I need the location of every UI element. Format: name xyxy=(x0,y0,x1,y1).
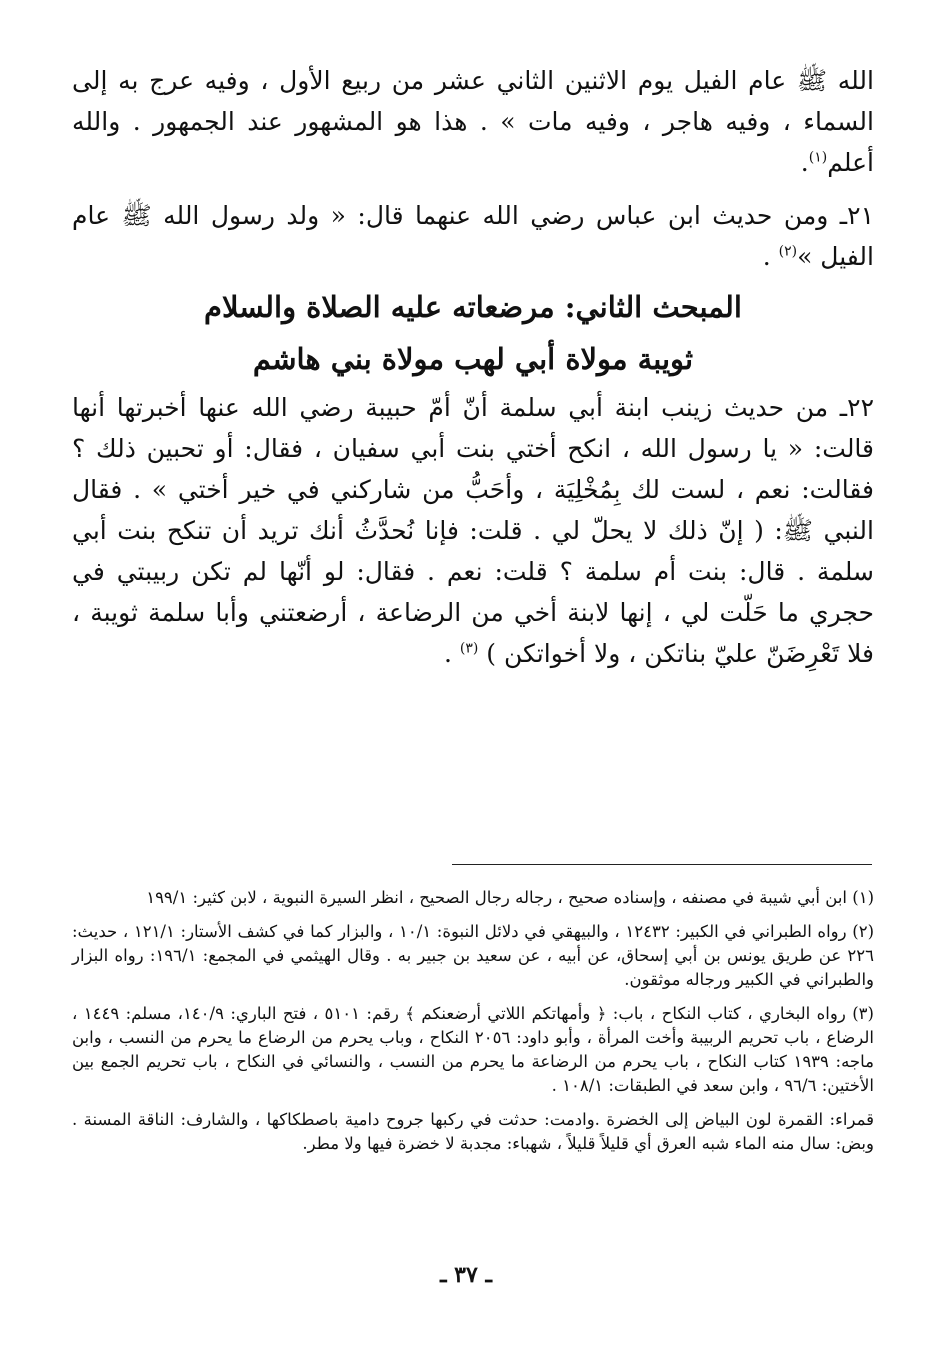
paragraph-birth: الله ﷺ عام الفيل يوم الاثنين الثاني عشر من ربيع الأول ، وفيه عرج به إلى السماء ، وفيه هاجر ، وفيه مات » . هذا هو المشهور عند الجمهور . والله أعلم$^{(١)}$. xyxy=(72,66,874,177)
footnote-ref: (٢) xyxy=(778,243,798,260)
subsection-title: ثويبة مولاة أبي لهب مولاة بني هاشم xyxy=(252,342,694,376)
paragraph-text: ٢٢ـ من حديث زينب ابنة أبي سلمة أنّ أمّ حبيبة رضي الله عنها أخبرتها أنها قالت: « يا رسول الله ، انكح أختي بنت أبي سفيان ، فقال: أو تحبين ذلك ؟ فقالت: نعم ، لست لك بِمُخْلِيَة ، وأحَبُّ من شاركني في خير أختي » . فقال النبي ﷺ: ( إنّ ذلك لا يحلّ لي . قلت: فإنا نُحدَّثُ أنك تريد أن تنكح بنت أبي سلمة . قال: بنت أم سلمة ؟ قلت: نعم . فقال: لو أنّها لم تكن ربيبتي في حجري ما حَلّت لي ، إنها لابنة أخي من الرضاعة ، أرضعتني وأبا سلمة ثويبة ، فلا تَعْرِضَنّ عليّ بناتكن ، ولا أخواتكن ) xyxy=(72,393,874,668)
section-title: المبحث الثاني: مرضعاته عليه الصلاة والسلام xyxy=(204,290,742,324)
footnote-3: (٣) رواه البخاري ، كتاب النكاح ، باب: ﴿ وأمهاتكم اللاتي أرضعنكم ﴾ رقم: ٥١٠١ ، فتح الباري: ١٤٠/٩، مسلم: ١٤٤٩ ، الرضاع ، باب تحريم الربيبة وأخت المرأة ، وأبو داود: ٢٠٥٦ النكاح ، وباب يحرم من الرضاع ما يحرم من النسب ، وابن ماجه: ١٩٣٩ كتاب النكاح ، باب يحرم من الرضاعة ما يحرم من النسب ، والنسائي في النكاح ، باب تحريم الجمع بين الأختين: ٩٦/٦ ، وابن سعد في الطبقات: ١٠٨/١ . xyxy=(72,1004,874,1095)
footnote-ref: (١) xyxy=(808,149,828,166)
footnote-ref: (٣) xyxy=(459,640,479,657)
paragraph-end: . xyxy=(762,242,779,271)
page-number: ـ ٣٧ ـ xyxy=(440,1262,492,1288)
paragraph-hadith-21 xyxy=(72,195,874,277)
footnote-divider xyxy=(452,864,872,865)
paragraph-text: الله ﷺ عام الفيل يوم الاثنين الثاني عشر من ربيع الأول ، وفيه عرج به إلى السماء ، وفيه هاجر ، وفيه مات » . هذا هو المشهور عند الجمهور . والله أعلم xyxy=(72,66,874,177)
paragraph-text: ٢١ـ ومن حديث ابن عباس رضي الله عنهما قال: « ولد رسول الله ﷺ عام الفيل » xyxy=(72,201,874,271)
footnote-1: (١) ابن أبي شيبة في مصنفه ، وإسناده صحيح ، رجاله رجال الصحيح ، انظر السيرة النبوية ، لابن كثير: ١٩٩/١ xyxy=(146,888,874,907)
footnotes xyxy=(72,886,874,1156)
footnote-2: (٢) رواه الطبراني في الكبير: ١٢٤٣٢ ، والبيهقي في دلائل النبوة: ١٠/١ ، والبزار كما في كشف الأستار: ١٢١/١ ، حديث: ٢٢٦ عن طريق يونس بن أبي إسحاق، عن أبيه ، عن سعيد بن جبير به . وقال الهيثمي في المجمع: ١٩٦/١: رواه البزار والطبراني في الكبير ورجاله موثقون. xyxy=(72,922,874,989)
glossary-note: قمراء: القمرة لون البياض إلى الخضرة .وادمت: حدثت في ركبها جروح دامية باصطكاكها ، والشارف: الناقة المسنة . وبض: سال منه الماء شبه العرق أي قليلاً قليلاً ، شهباء: مجدبة لا خضرة فيها ولا مطر. xyxy=(72,1110,874,1153)
paragraph-end: . xyxy=(443,639,460,668)
main-text xyxy=(72,60,874,686)
paragraph-hadith-22 xyxy=(72,387,874,674)
